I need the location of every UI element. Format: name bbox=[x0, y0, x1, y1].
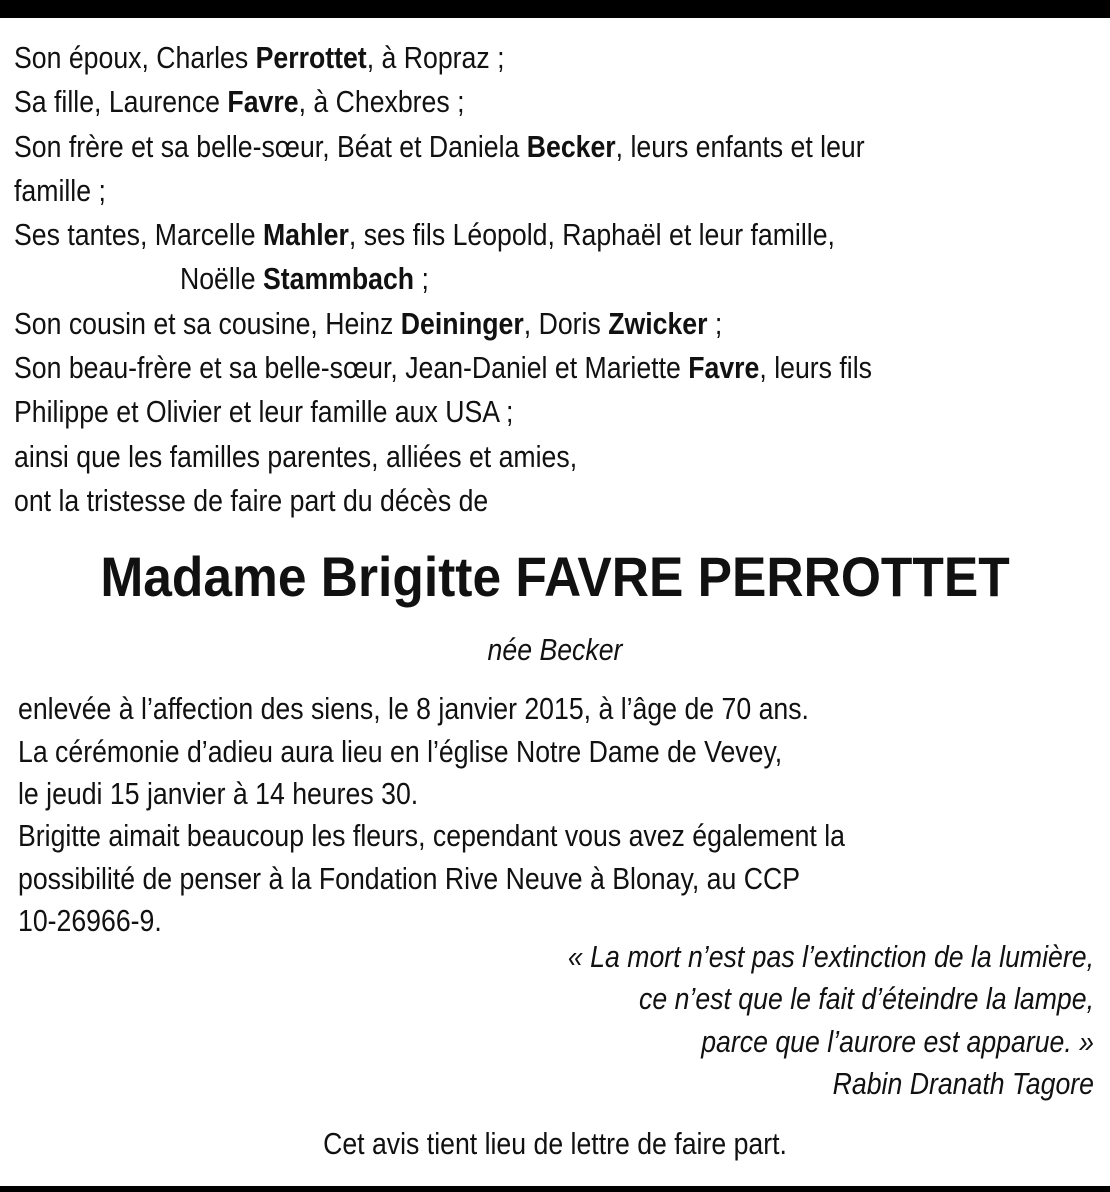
family-announcement bbox=[14, 36, 1096, 523]
line-text: famille ; bbox=[14, 172, 106, 208]
surname: Deininger bbox=[400, 305, 524, 341]
line-text: ainsi que les familles parentes, alliées et amies, bbox=[14, 438, 578, 474]
line-text: Son frère et sa belle-sœur, Béat et Daniela bbox=[14, 128, 527, 164]
paragraph-line: La cérémonie d’adieu aura lieu en l’église Notre Dame de Vevey, bbox=[18, 733, 783, 769]
family-line-in-laws bbox=[14, 346, 945, 390]
surname: Favre bbox=[688, 350, 760, 386]
line-text: Sa fille, Laurence bbox=[14, 84, 228, 120]
surname: Stammbach bbox=[262, 261, 415, 297]
line-text: Noëlle bbox=[179, 261, 263, 297]
maiden-name: née Becker bbox=[487, 632, 623, 667]
memorial-quote bbox=[0, 936, 1094, 1105]
family-line-daughter bbox=[14, 80, 945, 124]
line-text: Son époux, Charles bbox=[14, 40, 256, 75]
bottom-border-rule bbox=[0, 1186, 1110, 1192]
line-text: , leurs fils bbox=[759, 350, 872, 386]
line-text: ont la tristesse de faire part du décès de bbox=[14, 482, 489, 518]
surname: Perrottet bbox=[255, 40, 367, 75]
top-border-rule bbox=[0, 0, 1110, 18]
paragraph-line: Brigitte aimait beaucoup les fleurs, cependant vous avez également la bbox=[18, 818, 845, 853]
family-line-aunts bbox=[14, 213, 945, 257]
line-text: Son cousin et sa cousine, Heinz bbox=[14, 305, 401, 341]
quote-author: Rabin Dranath Tagore bbox=[832, 1065, 1094, 1101]
line-text: Son beau-frère et sa belle-sœur, Jean-Daniel et Mariette bbox=[14, 350, 689, 386]
flowers-donation-paragraph bbox=[18, 815, 1091, 943]
line-text: Philippe et Olivier et leur famille aux USA ; bbox=[14, 394, 514, 430]
line-text: Ses tantes, Marcelle bbox=[14, 217, 263, 253]
quote-line: « La mort n’est pas l’extinction de la lumière, bbox=[567, 939, 1094, 974]
line-text: , Doris bbox=[523, 305, 609, 341]
line-text: , leurs enfants et leur bbox=[615, 128, 865, 164]
surname: Zwicker bbox=[608, 305, 708, 341]
line-text: , à Ropraz ; bbox=[366, 40, 505, 75]
family-line-cousins bbox=[14, 302, 945, 346]
family-line-brother-cont bbox=[14, 169, 945, 213]
death-details-paragraph bbox=[18, 688, 1091, 816]
deceased-name: Madame Brigitte FAVRE PERROTTET bbox=[100, 545, 1010, 608]
family-line-brother bbox=[14, 125, 945, 169]
family-line-in-laws-cont bbox=[14, 390, 945, 434]
footer-note: Cet avis tient lieu de lettre de faire part. bbox=[323, 1126, 787, 1161]
quote-line: parce que l’aurore est apparue. » bbox=[701, 1023, 1094, 1059]
quote-line: ce n’est que le fait d’éteindre la lampe, bbox=[639, 981, 1094, 1017]
family-line-announcement bbox=[14, 479, 945, 523]
family-line-aunt-2 bbox=[14, 257, 945, 301]
family-line-relatives bbox=[14, 435, 945, 479]
line-text: ; bbox=[414, 261, 429, 297]
paragraph-line: le jeudi 15 janvier à 14 heures 30. bbox=[18, 776, 419, 811]
surname: Mahler bbox=[262, 217, 349, 253]
paragraph-line: possibilité de penser à la Fondation Rive Neuve à Blonay, au CCP bbox=[18, 860, 800, 896]
paragraph-line: enlevée à l’affection des siens, le 8 janvier 2015, à l’âge de 70 ans. bbox=[18, 691, 809, 726]
line-text: , à Chexbres ; bbox=[298, 84, 465, 120]
family-line-spouse bbox=[14, 36, 945, 80]
surname: Becker bbox=[526, 128, 616, 164]
paragraph-line: 10-26966-9. bbox=[18, 903, 162, 938]
line-text: , ses fils Léopold, Raphaël et leur famille, bbox=[348, 217, 835, 253]
line-text: ; bbox=[707, 305, 723, 341]
surname: Favre bbox=[227, 84, 299, 120]
